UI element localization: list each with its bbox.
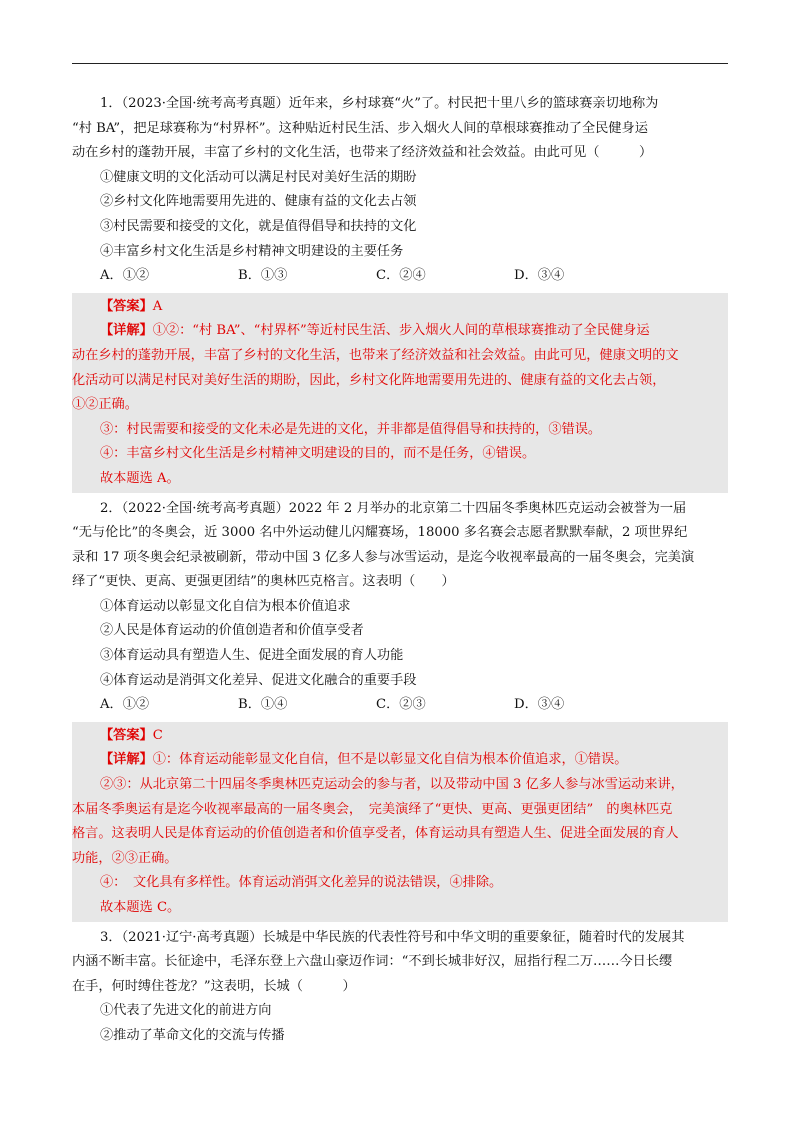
choice-c: C．②④	[376, 268, 426, 284]
choice-d: D．③④	[514, 268, 565, 284]
choice-b: B．①③	[238, 268, 288, 284]
question-3	[72, 926, 728, 1049]
question-stem-line: 录和 17 项冬奥会纪录被刷新，带动中国 3 亿多人参与冰雪运动，是迄今收视率最高的一届冬奥会，完美演	[72, 549, 695, 565]
option-statement: ①代表了先进文化的前进方向	[100, 1003, 272, 1019]
answer-explanation-box	[72, 722, 728, 922]
choice-c: C．②③	[376, 697, 426, 713]
detail-line: ④：丰富乡村文化生活是乡村精神文明建设的目的，而不是任务，④错误。	[100, 446, 536, 462]
question-stem-line: 在手，何时缚住苍龙？”这表明，长城（ ）	[72, 978, 356, 994]
option-statement: ④体育运动是消弭文化差异、促进文化融合的重要手段	[100, 672, 417, 688]
detail-line	[72, 319, 728, 344]
answer-explanation-box	[72, 293, 728, 493]
option-statement: ③村民需要和接受的文化，就是值得倡导和扶持的文化	[100, 218, 417, 234]
conclusion-line: 故本题选 A。	[100, 470, 180, 486]
header-rule	[72, 63, 728, 64]
option-statement: ①健康文明的文化活动可以满足村民对美好生活的期盼	[100, 169, 417, 185]
option-statement: ②人民是体育运动的价值创造者和价值享受者	[100, 623, 364, 639]
detail-line: ③：村民需要和接受的文化未必是先进的文化，并非都是值得倡导和扶持的，③错误。	[100, 421, 602, 437]
detail-text: ①②：“村 BA”、“村界杯”等近村民生活、步入烟火人间的草根球赛推动了全民健身运	[152, 323, 650, 339]
detail-line: 格言。这表明人民是体育运动的价值创造者和价值享受者，体育运动具有塑造人生、促进全面发展的育人	[72, 826, 679, 842]
question-stem-line: 1．（2023·全国·统考高考真题）近年来，乡村球赛“火”了。村民把十里八乡的篮球赛亲切地称为	[100, 96, 659, 111]
detail-line	[72, 748, 728, 773]
question-1	[72, 92, 728, 493]
option-statement: ③体育运动具有塑造人生、促进全面发展的育人功能	[100, 648, 404, 664]
answer-line	[72, 724, 728, 749]
detail-text: ①：体育运动能彰显文化自信，但不是以彰显文化自信为根本价值追求，①错误。	[152, 752, 628, 768]
document-body	[72, 92, 728, 1049]
question-stem-line: “村 BA”，把足球赛称为“村界杯”。这种贴近村民生活、步入烟火人间的草根球赛推动了全民健身运	[72, 120, 648, 136]
question-stem-line: 绎了“更快、更高、更强更团结”的奥林匹克格言。这表明（ ）	[72, 574, 455, 590]
question-stem-line: “无与伦比”的冬奥会，近 3000 名中外运动健儿闪耀赛场，18000 多名赛会志愿者默默奉献，2 项世界纪	[72, 525, 688, 541]
question-stem-line: 动在乡村的蓬勃开展，丰富了乡村的文化生活，也带来了经济效益和社会效益。由此可见（ ）	[72, 145, 653, 161]
answer-label: 【答案】	[100, 298, 153, 314]
question-2	[72, 497, 728, 922]
answer-choices	[72, 264, 728, 289]
question-stem-line: 2．（2022·全国·统考高考真题）2022 年 2 月举办的北京第二十四届冬季奥林匹克运动会被誉为一届	[100, 500, 687, 516]
detail-line: 本届冬季奥运有是迄今收视率最高的一届冬奥会， 完美演绎了“更快、更高、更强更团结” 的奥林匹克	[72, 801, 673, 817]
answer-value: C	[152, 727, 163, 743]
detail-label: 【详解】	[100, 752, 153, 768]
detail-label: 【详解】	[100, 323, 153, 339]
answer-value: A	[152, 298, 163, 314]
detail-line: 动在乡村的蓬勃开展，丰富了乡村的文化生活，也带来了经济效益和社会效益。由此可见，健康文明的文	[72, 347, 679, 363]
question-stem-line: 内涵不断丰富。长征途中，毛泽东登上六盘山豪迈作词：“不到长城非好汉，屈指行程二万……今日长缨	[72, 954, 673, 970]
answer-choices	[72, 693, 728, 718]
question-stem-line: 3．（2021·辽宁·高考真题）长城是中华民族的代表性符号和中华文明的重要象征，随着时代的发展其	[100, 929, 685, 945]
detail-line: 功能，②③正确。	[72, 850, 178, 866]
detail-line: 化活动可以满足村民对美好生活的期盼，因此，乡村文化阵地需要用先进的、健康有益的文化去占领，	[72, 372, 666, 388]
conclusion-line: 故本题选 C。	[100, 900, 181, 915]
choice-a: A．①②	[100, 697, 150, 713]
option-statement: ④丰富乡村文化生活是乡村精神文明建设的主要任务	[100, 243, 404, 259]
detail-line: ④： 文化具有多样性。体育运动消弭文化差异的说法错误，④排除。	[100, 875, 503, 891]
option-statement: ②推动了革命文化的交流与传播	[100, 1027, 285, 1043]
choice-b: B．①④	[238, 697, 288, 713]
option-statement: ①体育运动以彰显文化自信为根本价值追求	[100, 598, 351, 614]
detail-line: ②③：从北京第二十四届冬季奥林匹克运动会的参与者，以及带动中国 3 亿多人参与冰雪运动来讲，	[100, 777, 684, 793]
option-statement: ②乡村文化阵地需要用先进的、健康有益的文化去占领	[100, 194, 417, 210]
choice-a: A．①②	[100, 268, 150, 284]
answer-label: 【答案】	[100, 727, 153, 743]
detail-line: ①②正确。	[72, 397, 138, 413]
answer-line	[72, 295, 728, 320]
choice-d: D．③④	[514, 697, 565, 713]
